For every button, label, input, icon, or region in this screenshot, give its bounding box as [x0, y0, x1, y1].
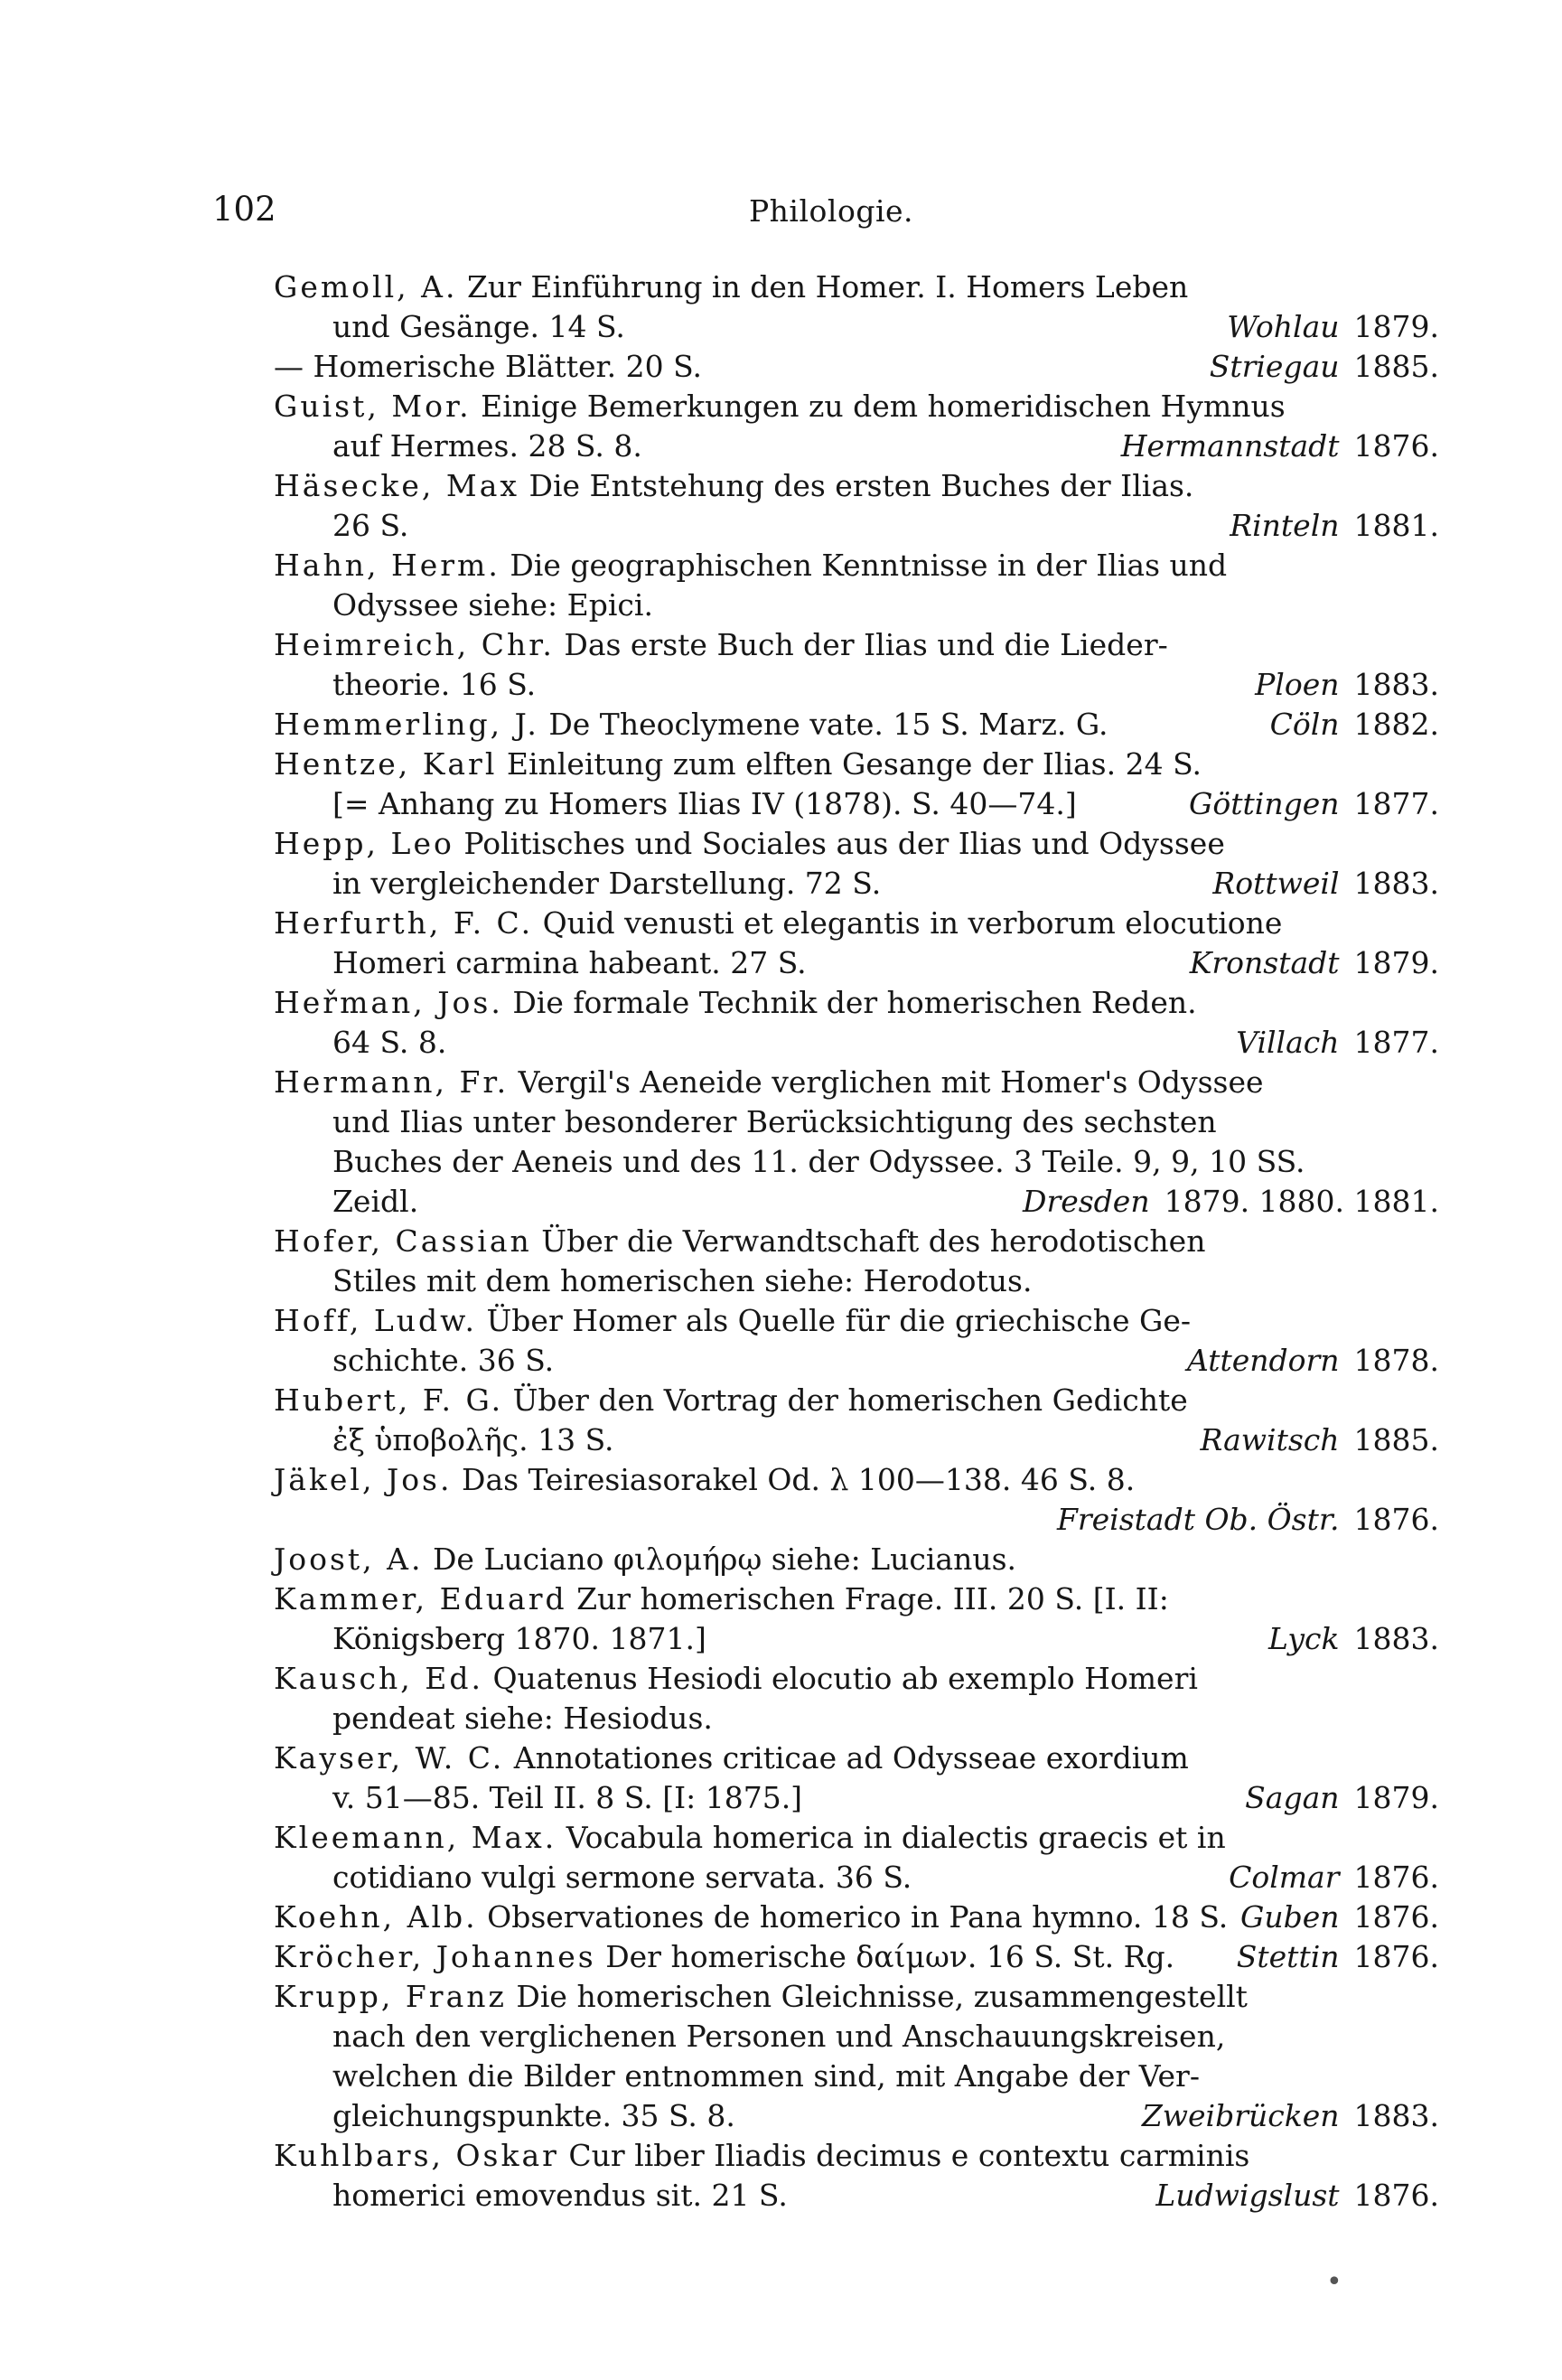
entry-text: gleichungspunkte. 35 S. 8.	[332, 2098, 735, 2133]
bibliography-entry	[274, 466, 1439, 546]
entry-text: und Gesänge. 14 S.	[332, 309, 625, 344]
entry-imprint	[1121, 426, 1439, 466]
entry-author: Herfurth, F. C.	[274, 905, 534, 941]
entry-year: 1877.	[1353, 786, 1439, 821]
entry-text: Die homerischen Gleichnisse, zusammengestellt	[516, 1979, 1248, 2014]
entry-text: Über Homer als Quelle für die griechische Ge-	[486, 1303, 1192, 1338]
bibliography-entry	[274, 1977, 1439, 2136]
entry-author: Hahn, Herm.	[274, 548, 500, 583]
bibliography-entry	[274, 1460, 1439, 1540]
entry-year: 1882.	[1353, 707, 1439, 742]
entry-first-line	[274, 1977, 1439, 2017]
entry-first-line	[274, 1540, 1439, 1579]
entry-continuation-line	[274, 2176, 1439, 2216]
entry-continuation-line	[274, 1420, 1439, 1460]
entry-place: Colmar	[1229, 1860, 1340, 1895]
entry-first-line	[274, 904, 1439, 943]
entry-author: Hoff, Ludw.	[274, 1303, 477, 1338]
bibliography-entry	[274, 1818, 1439, 1897]
entry-first-line	[274, 1937, 1439, 1977]
entry-text: 26 S.	[332, 508, 409, 543]
entry-author: Gemoll, A.	[274, 269, 458, 305]
bibliography-entry	[274, 705, 1439, 745]
entry-continuation-line	[274, 1182, 1439, 1222]
entry-continuation-line	[274, 943, 1439, 983]
entry-author: Kleemann, Max.	[274, 1820, 557, 1855]
entry-year: 1883.	[1353, 2098, 1439, 2133]
entry-continuation-line	[274, 426, 1439, 466]
bibliography-list	[274, 267, 1439, 2216]
entry-first-line	[274, 1738, 1439, 1778]
bibliography-entry	[274, 347, 1439, 387]
entry-author: Koehn, Alb.	[274, 1899, 478, 1935]
bibliography-entry	[274, 824, 1439, 904]
entry-text: nach den verglichenen Personen und Anschauungskreisen,	[332, 2019, 1226, 2054]
entry-author: Kausch, Ed.	[274, 1661, 483, 1696]
entry-place: Hermannstadt	[1120, 428, 1340, 464]
entry-text: [= Anhang zu Homers Ilias IV (1878). S. 40—74.]	[332, 786, 1077, 821]
entry-place: Guben	[1239, 1899, 1340, 1935]
entry-author: Heřman, Jos.	[274, 985, 503, 1020]
bibliography-entry	[274, 1063, 1439, 1222]
entry-text: Vocabula homerica in dialectis graecis et in	[566, 1820, 1226, 1855]
bibliography-entry	[274, 2136, 1439, 2216]
entry-year: 1878.	[1353, 1343, 1439, 1378]
entry-text: Observationes de homerico in Pana hymno. 18 S.	[487, 1899, 1229, 1935]
entry-place: Attendorn	[1186, 1343, 1340, 1378]
entry-author: Hemmerling, J.	[274, 707, 539, 742]
entry-text: Einleitung zum elften Gesange der Ilias. 24 S.	[506, 746, 1202, 782]
entry-imprint	[1227, 307, 1439, 347]
entry-continuation-line	[274, 1699, 1439, 1738]
entry-text: schichte. 36 S.	[332, 1343, 555, 1378]
entry-imprint	[1240, 1897, 1439, 1937]
entry-place: Villach	[1236, 1025, 1340, 1060]
entry-text: Quid venusti et elegantis in verborum elocutione	[542, 905, 1283, 941]
entry-text: Die Entstehung des ersten Buches der Ilias.	[528, 468, 1194, 503]
entry-imprint	[1245, 1778, 1439, 1818]
entry-text: Das Teiresiasorakel Od. λ 100—138. 46 S. 8.	[461, 1462, 1136, 1497]
entry-text: homerici emovendus sit. 21 S.	[332, 2178, 788, 2213]
entry-text: v. 51—85. Teil II. 8 S. [I: 1875.]	[332, 1780, 803, 1815]
entry-text: Einige Bemerkungen zu dem homeridischen Hymnus	[481, 389, 1286, 424]
entry-text: Die geographischen Kenntnisse in der Ilias und	[510, 548, 1228, 583]
entry-imprint	[1210, 347, 1439, 387]
entry-text: Zur Einführung in den Homer. I. Homers Leben	[466, 269, 1189, 305]
entry-imprint	[1023, 1182, 1439, 1222]
entry-author: Hubert, F. G.	[274, 1382, 504, 1418]
entry-text: — Homerische Blätter. 20 S.	[274, 349, 703, 384]
entry-continuation-line	[274, 506, 1439, 546]
entry-year: 1876.	[1353, 1899, 1439, 1935]
entry-imprint	[1155, 2176, 1439, 2216]
entry-first-line	[274, 466, 1439, 506]
entry-year: 1879.	[1353, 309, 1439, 344]
bibliography-entry	[274, 1738, 1439, 1818]
entry-text: Der homerische δαίμων. 16 S. St. Rg.	[605, 1939, 1175, 1974]
entry-text: 64 S. 8.	[332, 1025, 447, 1060]
entry-imprint	[1190, 943, 1439, 983]
entry-first-line	[274, 745, 1439, 784]
entry-author: Häsecke, Max	[274, 468, 519, 503]
entry-text: Über die Verwandtschaft des herodotischen	[541, 1223, 1206, 1259]
entry-first-line	[274, 1381, 1439, 1420]
entry-text: Stiles mit dem homerischen siehe: Herodotus.	[332, 1263, 1033, 1298]
bibliography-entry	[274, 1659, 1439, 1738]
entry-place: Rinteln	[1230, 508, 1340, 543]
entry-year: 1876.	[1353, 1502, 1439, 1537]
entry-author: Hentze, Karl	[274, 746, 498, 782]
footer-mark: •	[1326, 2266, 1342, 2298]
entry-year: 1876.	[1353, 428, 1439, 464]
entry-year: 1876.	[1353, 2178, 1439, 2213]
entry-continuation-line	[274, 1341, 1439, 1381]
entry-imprint	[1270, 705, 1439, 745]
entry-continuation-line	[274, 586, 1439, 625]
entry-imprint	[1057, 1500, 1439, 1540]
entry-place: Kronstadt	[1189, 945, 1340, 980]
entry-first-line	[274, 1301, 1439, 1341]
entry-text: Quatenus Hesiodi elocutio ab exemplo Homeri	[492, 1661, 1198, 1696]
entry-imprint	[1268, 1619, 1439, 1659]
entry-continuation-line	[274, 307, 1439, 347]
entry-text: ἐξ ὑποβολῆς. 13 S.	[332, 1422, 614, 1457]
entry-continuation-line	[274, 1858, 1439, 1897]
entry-year: 1879. 1880. 1881.	[1164, 1184, 1439, 1219]
entry-year: 1881.	[1353, 508, 1439, 543]
entry-place: Wohlau	[1227, 309, 1340, 344]
entry-year: 1879.	[1353, 945, 1439, 980]
entry-continuation-line	[274, 2096, 1439, 2136]
entry-text: Cur liber Iliadis decimus e contextu carminis	[568, 2138, 1250, 2173]
entry-author: Hepp, Leo	[274, 826, 454, 861]
entry-author: Hermann, Fr.	[274, 1064, 510, 1100]
entry-author: Joost, A.	[274, 1541, 424, 1577]
entry-author: Kuhlbars, Oskar	[274, 2138, 559, 2173]
entry-author: Kammer, Eduard	[274, 1581, 567, 1616]
entry-first-line	[274, 1579, 1439, 1619]
entry-first-line	[274, 1063, 1439, 1102]
entry-imprint	[1212, 864, 1439, 904]
entry-text: Königsberg 1870. 1871.]	[332, 1621, 706, 1656]
entry-place: Cöln	[1269, 707, 1340, 742]
entry-place: Rawitsch	[1200, 1422, 1340, 1457]
entry-first-line	[274, 1818, 1439, 1858]
entry-text: Die formale Technik der homerischen Reden.	[512, 985, 1197, 1020]
entry-imprint	[1187, 1341, 1439, 1381]
entry-author: Hofer, Cassian	[274, 1223, 532, 1259]
bibliography-entry	[274, 1579, 1439, 1659]
entry-year: 1876.	[1353, 1939, 1439, 1974]
entry-imprint	[1189, 784, 1439, 824]
entry-place: Göttingen	[1189, 786, 1340, 821]
entry-continuation-line	[274, 2017, 1439, 2057]
entry-year: 1876.	[1353, 1860, 1439, 1895]
bibliography-entry	[274, 387, 1439, 466]
bibliography-entry	[274, 983, 1439, 1063]
entry-year: 1883.	[1353, 667, 1439, 702]
entry-first-line	[274, 1659, 1439, 1699]
entry-text: Annotationes criticae ad Odysseae exordium	[513, 1740, 1189, 1776]
entry-text: in vergleichender Darstellung. 72 S.	[332, 866, 882, 901]
bibliography-entry	[274, 904, 1439, 983]
bibliography-entry	[274, 1381, 1439, 1460]
entry-year: 1885.	[1353, 1422, 1439, 1457]
entry-first-line	[274, 1222, 1439, 1261]
entry-place: Zweibrücken	[1141, 2098, 1340, 2133]
entry-first-line	[274, 824, 1439, 864]
bibliography-entry	[274, 1937, 1439, 1977]
bibliography-entry	[274, 1897, 1439, 1937]
entry-first-line	[274, 983, 1439, 1023]
entry-text: Homeri carmina habeant. 27 S.	[332, 945, 807, 980]
entry-text: welchen die Bilder entnommen sind, mit Angabe der Ver-	[332, 2058, 1200, 2094]
entry-text: De Luciano φιλομήρῳ siehe: Lucianus.	[432, 1541, 1016, 1577]
entry-author: Kröcher, Johannes	[274, 1939, 596, 1974]
entry-text: Politisches und Sociales aus der Ilias und Odyssee	[463, 826, 1225, 861]
entry-continuation-line	[274, 1102, 1439, 1142]
entry-year: 1877.	[1353, 1025, 1439, 1060]
entry-continuation-line	[274, 864, 1439, 904]
entry-imprint	[1142, 2096, 1439, 2136]
entry-author: Kayser, W. C.	[274, 1740, 505, 1776]
entry-first-line	[274, 625, 1439, 665]
entry-place: Ludwigslust	[1155, 2178, 1340, 2213]
entry-place: Rottweil	[1212, 866, 1340, 901]
entry-text: Vergil's Aeneide verglichen mit Homer's Odyssee	[518, 1064, 1264, 1100]
entry-imprint	[1236, 1023, 1439, 1063]
entry-year: 1883.	[1353, 866, 1439, 901]
entry-year: 1885.	[1353, 349, 1439, 384]
page-number: 102	[212, 190, 276, 229]
entry-imprint	[1201, 1420, 1440, 1460]
entry-text: Buches der Aeneis und des 11. der Odyssee. 3 Teile. 9, 9, 10 SS.	[332, 1144, 1305, 1179]
entry-first-line	[274, 1897, 1439, 1937]
entry-place: Dresden	[1022, 1184, 1150, 1219]
entry-text: Zeidl.	[332, 1184, 419, 1219]
entry-text: auf Hermes. 28 S. 8.	[332, 428, 642, 464]
entry-text: Über den Vortrag der homerischen Gedichte	[512, 1382, 1188, 1418]
entry-author: Guist, Mor.	[274, 389, 472, 424]
bibliography-entry	[274, 546, 1439, 625]
entry-text: Das erste Buch der Ilias und die Lieder-	[564, 627, 1168, 662]
entry-first-line	[274, 546, 1439, 586]
entry-place: Ploen	[1255, 667, 1340, 702]
entry-place: Striegau	[1209, 349, 1340, 384]
entry-continuation-line	[274, 1142, 1439, 1182]
entry-first-line	[274, 1460, 1439, 1500]
entry-continuation-line	[274, 2057, 1439, 2096]
entry-author: Heimreich, Chr.	[274, 627, 555, 662]
entry-imprint	[1237, 1937, 1439, 1977]
entry-text: cotidiano vulgi sermone servata. 36 S.	[332, 1860, 912, 1895]
running-title: Philologie.	[748, 193, 914, 229]
entry-text: Odyssee siehe: Epici.	[332, 587, 653, 623]
entry-continuation-line	[274, 1023, 1439, 1063]
bibliography-entry	[274, 1540, 1439, 1579]
entry-place: Lyck	[1268, 1621, 1340, 1656]
entry-imprint	[1229, 1858, 1439, 1897]
entry-text: Zur homerischen Frage. III. 20 S. [I. II:	[576, 1581, 1169, 1616]
entry-place: Stettin	[1236, 1939, 1340, 1974]
page-header	[203, 190, 1459, 244]
bibliography-entry	[274, 267, 1439, 347]
entry-author: Jäkel, Jos.	[274, 1462, 453, 1497]
entry-text: pendeat siehe: Hesiodus.	[332, 1701, 713, 1736]
entry-continuation-line	[274, 1500, 1439, 1540]
bibliography-entry	[274, 1301, 1439, 1381]
entry-first-line	[274, 267, 1439, 307]
entry-continuation-line	[274, 1261, 1439, 1301]
entry-text: und Ilias unter besonderer Berücksichtigung des sechsten	[332, 1104, 1217, 1139]
entry-year: 1879.	[1353, 1780, 1439, 1815]
bibliography-entry	[274, 1222, 1439, 1301]
entry-text: theorie. 16 S.	[332, 667, 537, 702]
entry-first-line	[274, 347, 1439, 387]
bibliography-entry	[274, 625, 1439, 705]
entry-author: Krupp, Franz	[274, 1979, 507, 2014]
entry-continuation-line	[274, 665, 1439, 705]
entry-first-line	[274, 2136, 1439, 2176]
entry-imprint	[1255, 665, 1439, 705]
entry-continuation-line	[274, 784, 1439, 824]
entry-first-line	[274, 705, 1439, 745]
entry-place: Freistadt Ob. Östr.	[1056, 1502, 1340, 1537]
entry-continuation-line	[274, 1619, 1439, 1659]
entry-year: 1883.	[1353, 1621, 1439, 1656]
entry-imprint	[1230, 506, 1439, 546]
entry-first-line	[274, 387, 1439, 426]
entry-place: Sagan	[1245, 1780, 1340, 1815]
entry-continuation-line	[274, 1778, 1439, 1818]
entry-text: De Theoclymene vate. 15 S. Marz. G.	[548, 707, 1108, 742]
bibliography-entry	[274, 745, 1439, 824]
